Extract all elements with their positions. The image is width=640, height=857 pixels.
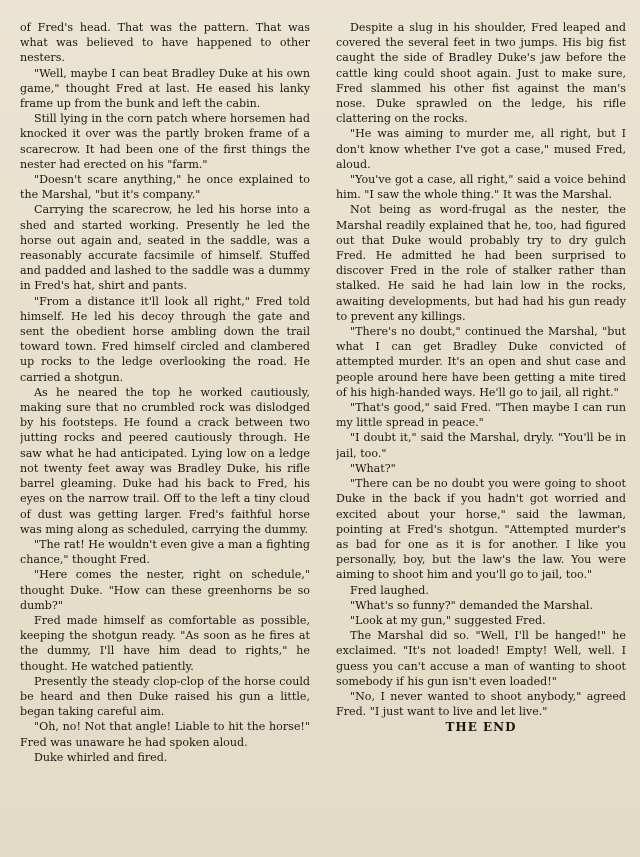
paragraph: "From a distance it'll look all right," Fred told himself. He led his decoy through the gate and sent the obedient horse ambling down the trail toward town. Fred himself circled and clambered up rocks to the ledge overlooking the road. He carried a shotgun. xyxy=(20,294,310,384)
paragraph: Despite a slug in his shoulder, Fred leaped and covered the several feet in two jumps. His big fist caught the side of Bradley Duke's jaw before the cattle king could shoot again. Just to make sure, Fred slammed his other fist against the man's nose. Duke sprawled on the ledge, his rifle clattering on the rocks. xyxy=(336,21,626,126)
paragraph: "What's so funny?" demanded the Marshal. xyxy=(350,598,594,612)
paragraph: Presently the steady clop-clop of the horse could be heard and then Duke raised his gun a little, began taking careful aim. xyxy=(20,674,310,719)
paragraph: "No, I never wanted to shoot anybody," agreed Fred. "I just want to live and let live." xyxy=(336,689,626,719)
paragraph: "I doubt it," said the Marshal, dryly. "You'll be in jail, too." xyxy=(336,431,626,460)
paragraph: "He was aiming to murder me, all right, but I don't know whether I've got a case," mused Fred, aloud. xyxy=(336,127,626,171)
paragraph: As he neared the top he worked cautiously, making sure that no crumbled rock was dislodged by his footsteps. He found a crack between two jutting rocks and peered cautiously through. He saw what he had anticipated. Lying low on a ledge not twenty feet away was Bradley Duke, his rifle barrel gleaming. Duke had his back to Fred, his eyes on the narrow trail. Off to the left a tiny cloud of dust was getting larger. Fred's faithful horse was ming along as scheduled, carrying the dummy. xyxy=(20,385,310,536)
paragraph: Carrying the scarecrow, he led his horse into a shed and started working. Presently he led the horse out again and, seated in the saddle, was a reasonably accurate facsimile of himself. Stuffed and padded and lashed to the saddle was a dummy in Fred's hat, shirt and pants. xyxy=(20,203,310,293)
paragraph: The Marshal did so. "Well, I'll be hanged!" he exclaimed. "It's not loaded! Empty! Well, well. I guess you can't accuse a man of wanting to shoot somebody if his gun isn't even loaded!" xyxy=(336,629,626,688)
paragraph: Fred made himself as comfortable as possible, keeping the shotgun ready. "As soon as he fires at the dummy, I'll have him dead to rights," he thought. He watched patiently. xyxy=(20,613,310,673)
left-column xyxy=(20,20,310,842)
paragraph: "Here comes the nester, right on schedule," thought Duke. "How can these greenhorns be so dumb?" xyxy=(20,568,310,612)
paragraph: Still lying in the corn patch where horsemen had knocked it over was the partly broken frame of a scarecrow. It had been one of the first things the nester had erected on his "farm." xyxy=(20,112,310,171)
paragraph: "The rat! He wouldn't even give a man a fighting chance," thought Fred. xyxy=(20,537,310,567)
paragraph: of Fred's head. That was the pattern. That was what was believed to have happened to other nesters. xyxy=(20,21,310,65)
paragraph: "There's no doubt," continued the Marshal, "but what I can get Bradley Duke convicted of attempted murder. It's an open and shut case and people around here have been getting a mite tired of his high-handed ways. He'll go to jail, all right." xyxy=(336,325,626,399)
paragraph: "Oh, no! Not that angle! Liable to hit the horse!" Fred was unaware he had spoken aloud. xyxy=(20,720,310,749)
right-column xyxy=(336,20,626,842)
paragraph: Not being as word-frugal as the nester, the Marshal readily explained that he, too, had figured out that Duke would probably try to dry gulch Fred. He admitted he had been surprised to discover Fred in the role of stalker rather than stalked. He said he had lain low in the rocks, awaiting developments, but had had his gun ready to prevent any killings. xyxy=(336,203,626,323)
paragraph: Fred laughed. xyxy=(350,583,429,597)
paragraph: "Look at my gun," suggested Fred. xyxy=(350,613,546,627)
the-end-label: THE END xyxy=(445,720,517,735)
text-columns xyxy=(20,20,626,842)
paragraph: "There can be no doubt you were going to shoot Duke in the back if you hadn't got worried and excited about your horse," said the lawman, pointing at Fred's shotgun. "Attempted murder's as bad for one as it is for another. I like you personally, boy, but the law's the law. You were aiming to shoot him and you'll go to jail, too." xyxy=(336,477,626,582)
paragraph: "Well, maybe I can beat Bradley Duke at his own game," thought Fred at last. He eased his lanky frame up from the bunk and left the cabin. xyxy=(20,66,310,111)
paragraph: Duke whirled and fired. xyxy=(34,750,168,764)
paragraph: "That's good," said Fred. "Then maybe I can run my little spread in peace." xyxy=(336,401,626,430)
paragraph: "Doesn't scare anything," he once explained to the Marshal, "but it's company." xyxy=(20,173,310,202)
paragraph: "You've got a case, all right," said a voice behind him. "I saw the whole thing." It was the Marshal. xyxy=(336,173,626,202)
paragraph: "What?" xyxy=(350,461,396,475)
